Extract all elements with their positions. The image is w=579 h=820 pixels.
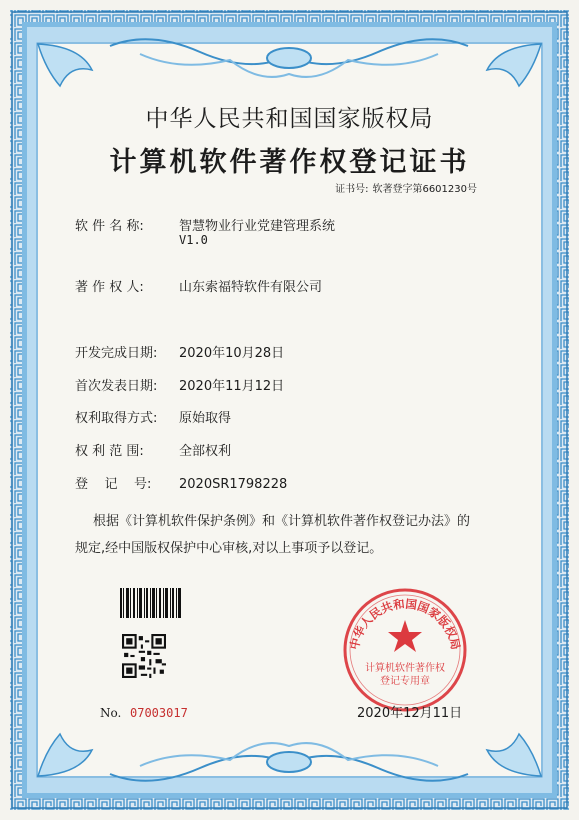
field-label: 软 件 名 称: <box>75 219 144 234</box>
issue-date: 2020年12月11日 <box>357 706 463 721</box>
certificate-number-label: 证书号: <box>335 184 369 195</box>
field-value: 2020SR1798228 <box>179 477 288 492</box>
field-value: 2020年11月12日 <box>179 379 285 394</box>
issuing-agency: 中华人民共和国国家版权局 <box>145 106 434 132</box>
field-label: 著 作 权 人: <box>75 280 144 295</box>
seal-star-icon <box>388 620 422 652</box>
field-completion-date <box>75 342 284 361</box>
statement-line-2: 规定,经中国版权保护中心审核,对以上事项予以登记。 <box>75 541 383 556</box>
field-first-publication-date <box>75 375 284 394</box>
seal-ring-text: 中华人民共和国国家版权局 <box>347 596 463 651</box>
field-value: 原始取得 <box>179 411 232 426</box>
registration-statement <box>75 508 515 562</box>
field-value: 2020年10月28日 <box>179 346 285 361</box>
field-registration-number <box>75 473 287 492</box>
statement-line-1: 根据《计算机软件保护条例》和《计算机软件著作权登记办法》的 <box>93 514 471 529</box>
certificate-number-value: 软著登字第6601230号 <box>372 184 477 195</box>
field-value: 山东索福特软件有限公司 <box>179 280 323 295</box>
field-copyright-holder <box>75 276 322 295</box>
field-label: 开发完成日期: <box>75 346 158 361</box>
serial-number-label: No. <box>100 706 122 720</box>
field-value: 智慧物业行业党建管理系统 <box>179 219 336 234</box>
barcode <box>120 588 182 618</box>
field-label: 登 记 号: <box>75 477 152 492</box>
software-version: V1.0 <box>179 233 208 247</box>
field-label: 首次发表日期: <box>75 379 158 394</box>
field-software-name <box>75 215 336 247</box>
field-acquisition-method <box>75 407 231 426</box>
official-seal <box>340 585 470 715</box>
field-label: 权利取得方式: <box>75 411 158 426</box>
field-label: 权 利 范 围: <box>75 444 144 459</box>
serial-number-value: 07003017 <box>130 706 188 720</box>
field-scope-of-rights <box>75 440 231 459</box>
field-value: 全部权利 <box>179 444 232 459</box>
certificate-number <box>335 180 477 195</box>
certificate-title: 计算机软件著作权登记证书 <box>109 147 470 178</box>
qr-code <box>122 634 166 678</box>
seal-center-line-2: 登记专用章 <box>380 676 430 687</box>
seal-center-line-1: 计算机软件著作权 <box>365 663 445 674</box>
